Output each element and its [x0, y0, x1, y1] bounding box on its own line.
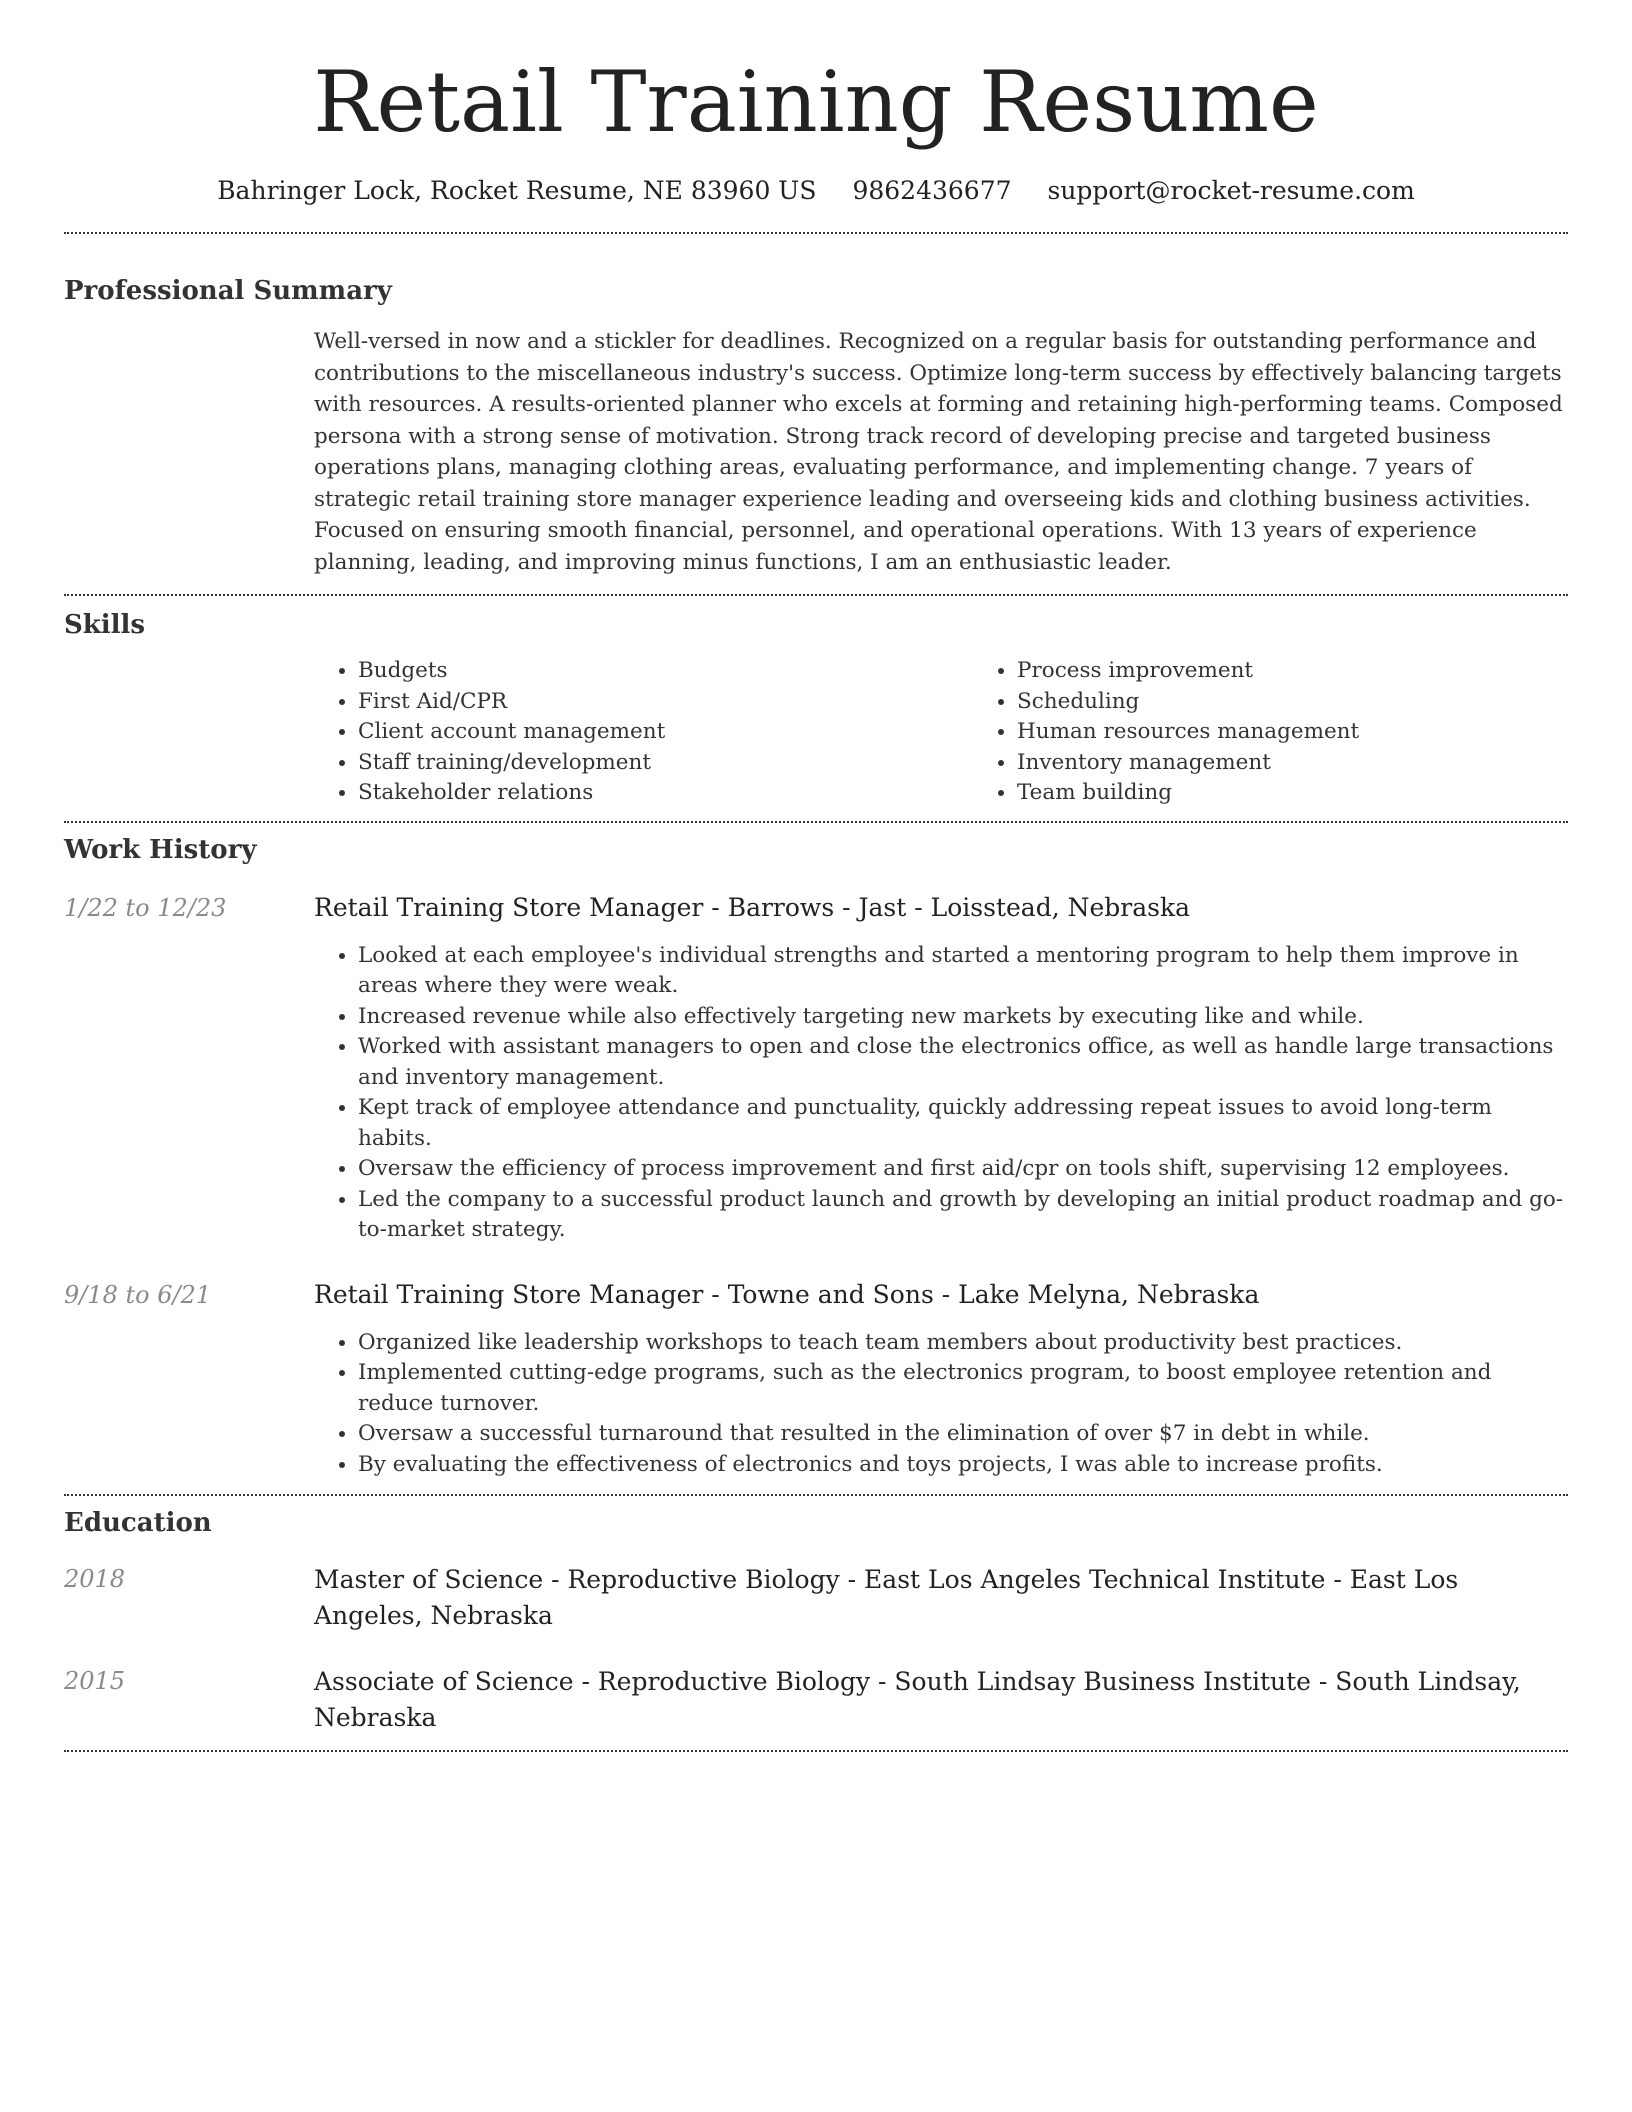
- skill-item: • First Aid/CPR: [358, 687, 973, 718]
- job-dates: 9/18 to 6/21: [64, 1280, 212, 1309]
- education-year: 2018: [64, 1565, 126, 1593]
- job-entry: [64, 1278, 1568, 1481]
- section-heading-education: Education: [64, 1508, 212, 1538]
- education-school: - South Lindsay Business Institute - South Lindsay, Nebraska: [314, 1667, 1521, 1732]
- section-heading-skills: Skills: [64, 610, 146, 640]
- job-bullet: • Looked at each employee's individual strengths and started a mentoring program to help them improve in areas where they were weak.: [358, 941, 1568, 1002]
- summary-text: Well-versed in now and a stickler for deadlines. Recognized on a regular basis for outstanding performance and contributions to the miscellaneous industry's success. Optimize long-term success by effectively balancing targets with resources. A results-oriented planner who excels at forming and retaining high-performing teams. Composed persona with a strong sense of motivation. Strong track record of developing precise and targeted business operations plans, managing clothing areas, evaluating performance, and implementing change. 7 years of strategic retail training store manager experience leading and overseeing kids and clothing business activities. Focused on ensuring smooth financial, personnel, and operational operations. With 13 years of experience planning, leading, and improving minus functions, I am an enthusiastic leader.: [314, 329, 1563, 575]
- job-bullet: • Led the company to a successful product launch and growth by developing an initial product roadmap and go-to-market strategy.: [358, 1185, 1568, 1246]
- skill-item: • Stakeholder relations: [358, 778, 973, 809]
- job-bullets: [314, 941, 1568, 1246]
- job-heading: [314, 1278, 1568, 1312]
- contact-address: Bahringer Lock, Rocket Resume, NE 83960 US: [217, 176, 817, 205]
- summary-row: [64, 326, 1568, 578]
- job-employer: - Barrows - Jast - Loisstead, Nebraska: [703, 892, 1191, 922]
- contact-line: [64, 174, 1568, 208]
- section-heading-work: Work History: [64, 834, 257, 865]
- education-degree: Master of Science - Reproductive Biology: [314, 1565, 840, 1594]
- job-dates: 1/22 to 12/23: [64, 893, 227, 922]
- job-bullet: • Implemented cutting-edge programs, such as the electronics program, to boost employee retention and reduce turnover.: [358, 1358, 1568, 1419]
- education-details: [314, 1562, 1568, 1634]
- divider: [64, 232, 1568, 234]
- education-entry: [64, 1562, 1568, 1634]
- job-heading: [314, 891, 1568, 925]
- job-bullets: [314, 1328, 1568, 1481]
- education-year: 2015: [64, 1667, 126, 1695]
- divider: [64, 1750, 1568, 1752]
- divider: [64, 594, 1568, 596]
- skills-list-left: [314, 656, 973, 809]
- skill-item: • Budgets: [358, 656, 973, 687]
- job-bullet: • Organized like leadership workshops to teach team members about productivity best practices.: [358, 1328, 1568, 1359]
- education-degree: Associate of Science - Reproductive Biology: [314, 1667, 871, 1696]
- job-entry: [64, 891, 1568, 1246]
- skill-item: • Human resources management: [1017, 717, 1632, 748]
- section-heading-summary: Professional Summary: [64, 276, 392, 306]
- resume-title: Retail Training Resume: [313, 53, 1319, 151]
- skill-item: • Staff training/development: [358, 748, 973, 779]
- education-school: - East Los Angeles Technical Institute - East Los Angeles, Nebraska: [314, 1565, 1459, 1630]
- skill-item: • Client account management: [358, 717, 973, 748]
- contact-phone: 9862436677: [852, 176, 1012, 205]
- divider: [64, 821, 1568, 823]
- skill-item: • Scheduling: [1017, 687, 1632, 718]
- job-bullet: • Oversaw a successful turnaround that resulted in the elimination of over $7 in debt in while.: [358, 1419, 1568, 1450]
- skill-item: • Process improvement: [1017, 656, 1632, 687]
- skill-item: • Inventory management: [1017, 748, 1632, 779]
- job-bullet: • By evaluating the effectiveness of electronics and toys projects, I was able to increase profits.: [358, 1450, 1568, 1481]
- skills-row: [64, 656, 1568, 809]
- job-title: Retail Training Store Manager: [314, 1279, 704, 1309]
- job-bullet: • Worked with assistant managers to open and close the electronics office, as well as handle large transactions and inventory management.: [358, 1032, 1568, 1093]
- divider: [64, 1494, 1568, 1496]
- skills-columns: [314, 656, 1632, 809]
- job-bullet: • Oversaw the efficiency of process improvement and first aid/cpr on tools shift, supervising 12 employees.: [358, 1154, 1568, 1185]
- job-bullet: • Increased revenue while also effectively targeting new markets by executing like and while.: [358, 1002, 1568, 1033]
- job-employer: - Towne and Sons - Lake Melyna, Nebraska: [703, 1279, 1260, 1309]
- education-details: [314, 1664, 1568, 1736]
- contact-email: support@rocket-resume.com: [1047, 176, 1415, 205]
- job-bullet: • Kept track of employee attendance and punctuality, quickly addressing repeat issues to avoid long-term habits.: [358, 1093, 1568, 1154]
- education-entry: [64, 1664, 1568, 1736]
- job-title: Retail Training Store Manager: [314, 892, 704, 922]
- skills-list-right: [973, 656, 1632, 809]
- skill-item: • Team building: [1017, 778, 1632, 809]
